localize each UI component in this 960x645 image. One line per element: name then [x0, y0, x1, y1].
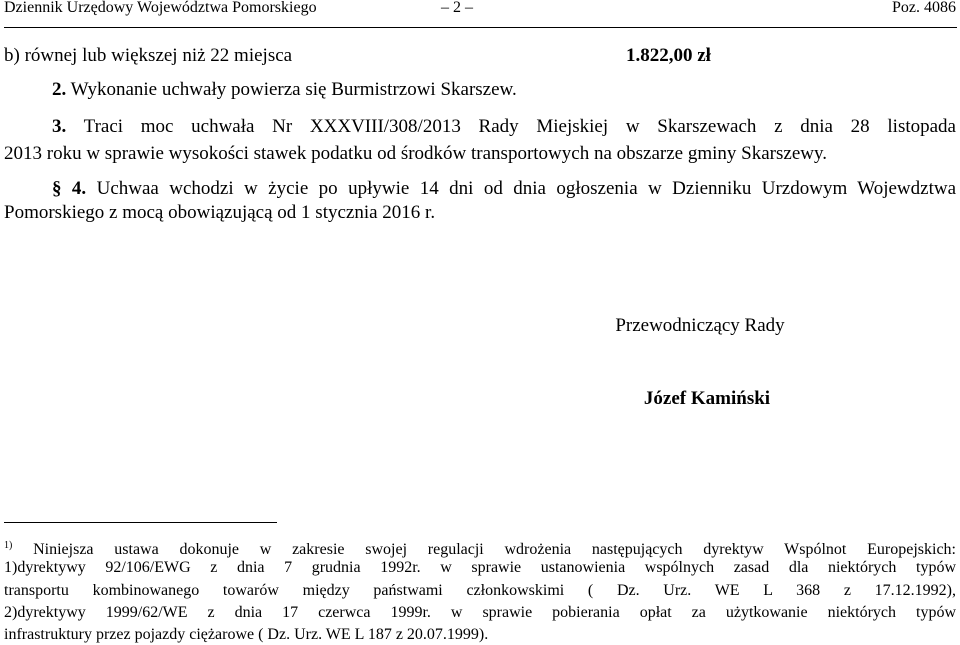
footnote-line-4: 2)dyrektywy 1999/62/WE z dnia 17 czerwca 1999r. w sprawie pobierania opłat za użytkowanie niektórych typów [4, 604, 956, 621]
footnote-line-3: transportu kombinowanego towarów między państwami członkowskimi ( Dz. Urz. WE L 368 z 17.12.1992), [4, 582, 956, 599]
header-journal-title: Dziennik Urzędowy Województwa Pomorskiego [4, 0, 317, 16]
footnote-separator [4, 522, 277, 523]
footnote-line-5: infrastruktury przez pojazdy ciężarowe ( Dz. Urz. WE L 187 z 20.07.1999). [4, 626, 489, 643]
signature-name: Józef Kamiński [643, 388, 771, 409]
paragraph-3-line-1: 3. Traci moc uchwała Nr XXXVIII/308/2013 Rady Miejskiej w Skarszewach z dnia 28 listopada [52, 116, 956, 137]
footnote-line-1: $^{1)}$ Niniejsza ustawa dokonuje w zakresie swojej regulacji wdrożenia następujących dyrektyw Wspólnot Europejskich: [4, 540, 957, 558]
paragraph-4-line-2: Pomorskiego z mocą obowiązującą od 1 stycznia 2016 r. [4, 202, 436, 223]
signature-role: Przewodniczący Rady [615, 315, 785, 336]
paragraph-3-number: 3. [52, 116, 67, 137]
item-b-text: b) równej lub większej niż 22 miejsca [4, 45, 293, 66]
footnote-marker: 1) [4, 540, 13, 551]
paragraph-3-line-2: 2013 roku w sprawie wysokości stawek podatku od środków transportowych na obszarze gminy Skarszewy. [4, 143, 827, 164]
item-b-amount: 1.822,00 zł [626, 45, 711, 66]
paragraph-4-line-1: § 4. Uchwaa wchodzi w życie po upływie 14 dni od dnia ogłoszenia w Dzienniku Urzdowym Wojewdztwa [52, 178, 957, 199]
paragraph-4-number: § 4. [52, 178, 87, 199]
header-position-number: Poz. 4086 [892, 0, 956, 16]
paragraph-2-number: 2. [52, 79, 67, 100]
paragraph-2: 2. Wykonanie uchwały powierza się Burmistrzowi Skarszew. [52, 79, 517, 100]
header-page-number: – 2 – [441, 0, 473, 16]
footnote-line-2: 1)dyrektywy 92/106/EWG z dnia 7 grudnia 1992r. w sprawie ustanowienia wspólnych zasad dla niektórych typów [4, 559, 956, 576]
header-rule [4, 27, 957, 28]
